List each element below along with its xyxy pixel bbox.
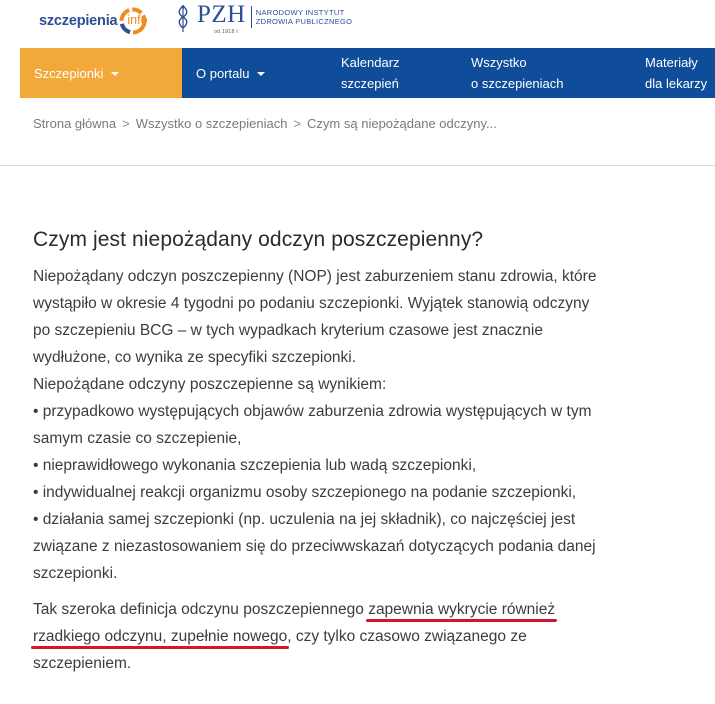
paragraph-text: Tak szeroka definicja odczynu poszczepiennego [33,601,369,618]
nav-kalendarz-szczepien[interactable] [341,48,400,98]
main-navbar [20,48,715,98]
nav-kalendarz-label-line1: Kalendarz [341,55,400,70]
breadcrumb-section[interactable]: Wszystko o szczepieniach [135,116,288,131]
pzh-abbr: PZH [197,1,246,28]
highlighted-text: zapewnia wykrycie również [368,601,556,618]
article [33,228,693,677]
paragraph-line: Niepożądane odczyny poszczepienne są wynikiem: [33,376,387,393]
breadcrumb-separator: > [293,116,302,131]
paragraph-line: wystąpiło w okresie 4 tygodni po podaniu szczepionki. Wyjątek stanowią odczyny [33,295,590,312]
article-paragraph-1 [33,263,693,587]
paragraph-text: , czy tylko czasowo związanego ze [287,628,527,645]
chevron-down-icon [111,72,119,76]
nav-wszystko-label-line2: o szczepieniach [471,76,564,91]
list-item: • nieprawidłowego wykonania szczepienia lub wadą szczepionki, [33,457,477,474]
list-item: • działania samej szczepionki (np. uczulenia na jej składnik), co najczęściej jest [33,511,576,528]
chevron-down-icon [257,72,265,76]
pzh-emblem-icon [172,4,194,34]
paragraph-line: szczepieniem. [33,655,132,672]
nav-materialy-label-line1: Materiały [645,55,698,70]
nav-wszystko-o-szczepieniach[interactable] [471,48,564,98]
pzh-name-line1: NARODOWY INSTYTUT [255,8,345,17]
paragraph-line: wydłużone, co wynika ze specyfiki szczepionki. [33,349,357,366]
nav-materialy-dla-lekarzy[interactable] [645,48,707,98]
article-title: Czym jest niepożądany odczyn poszczepienny? [33,228,484,251]
list-item-continuation: związane z niezastosowaniem się do przeciwwskazań dotyczących podania danej [33,538,596,555]
pzh-separator [251,6,252,28]
header-logos [0,0,715,48]
logo-ring-icon [118,6,148,36]
list-item-continuation: szczepionki. [33,565,118,582]
breadcrumb-home[interactable]: Strona główna [33,116,117,131]
logo-word: szczepienia [39,13,118,29]
nav-wszystko-label-line1: Wszystko [471,55,527,70]
highlighted-text: rzadkiego odczynu, zupełnie nowego [33,628,288,645]
pzh-name-line2: ZDROWIA PUBLICZNEGO [255,17,353,26]
pzh-name [256,8,353,26]
breadcrumb-current: Czym są niepożądane odczyny... [307,116,497,131]
paragraph-line: Niepożądany odczyn poszczepienny (NOP) jest zaburzeniem stanu zdrowia, które [33,268,597,285]
nav-o-portalu-label: O portalu [196,65,250,81]
list-item: • przypadkowo występujących objawów zaburzenia zdrowia występujących w tym [33,403,592,420]
nav-materialy-label-line2: dla lekarzy [645,76,708,91]
pzh-logo[interactable] [172,2,352,38]
nav-szczepionki-label: Szczepionki [34,65,104,81]
breadcrumb [33,116,497,131]
breadcrumb-separator: > [122,116,130,131]
paragraph-line [33,596,693,623]
pzh-since: od 1918 r. [214,29,240,35]
logo-info: info [127,13,148,27]
szczepienia-info-logo[interactable] [39,6,148,36]
paragraph-line [33,623,693,650]
nav-o-portalu[interactable] [196,48,265,98]
article-paragraph-2 [33,596,693,677]
nav-kalendarz-label-line2: szczepień [341,76,399,91]
nav-szczepionki[interactable] [20,48,182,98]
paragraph-line: po szczepieniu BCG – w tych wypadkach kryterium czasowe jest znacznie [33,322,543,339]
list-item: • indywidualnej reakcji organizmu osoby szczepionego na podanie szczepionki, [33,484,577,501]
header-divider [0,165,715,166]
list-item-continuation: samym czasie co szczepienie, [33,430,242,447]
